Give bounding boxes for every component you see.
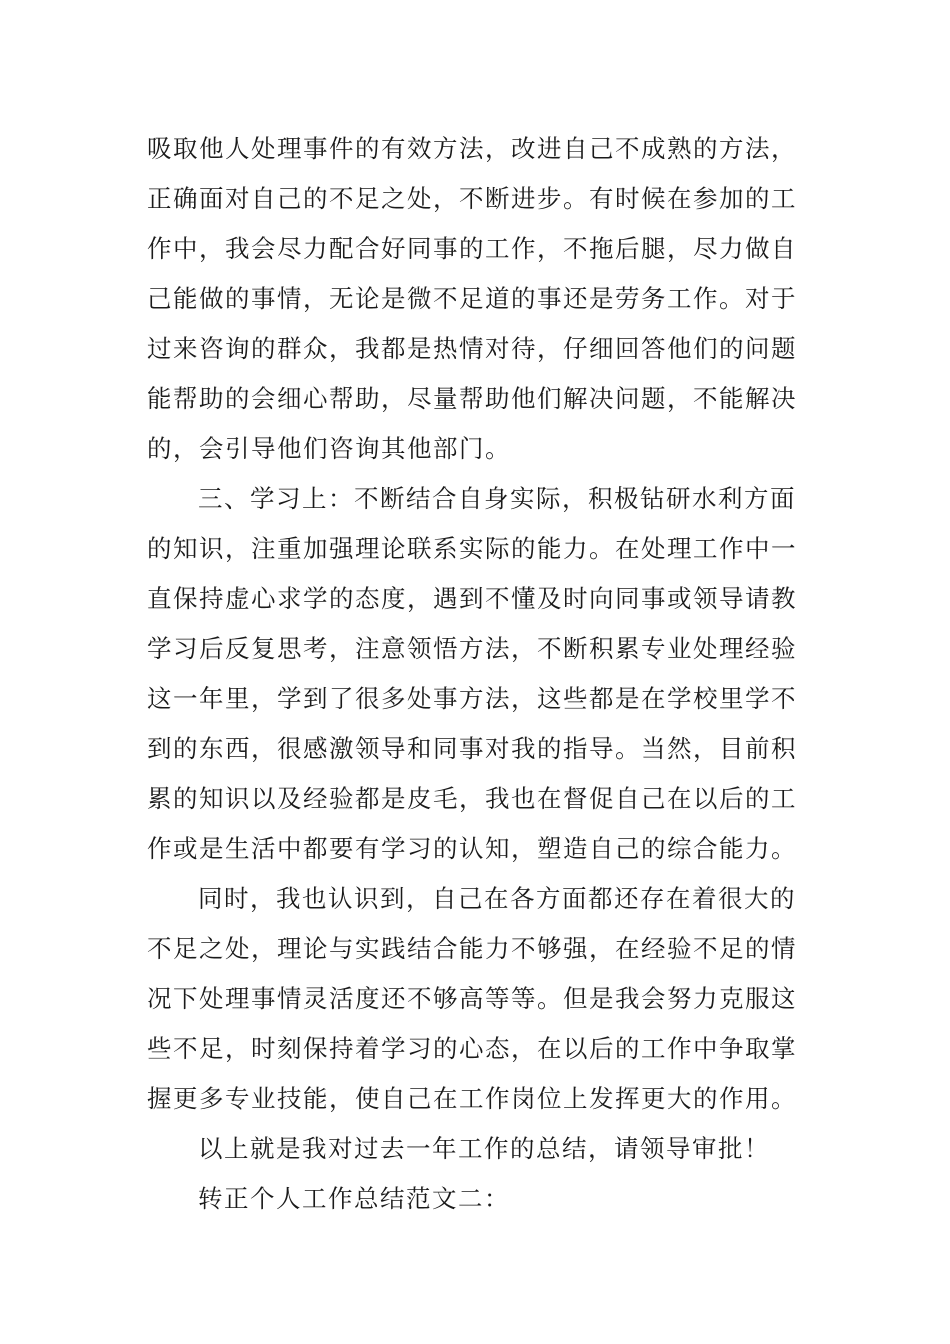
text-line: 吸取他人处理事件的有效方法，改进自己不成熟的方法， [147, 134, 797, 163]
text-line: 正确面对自己的不足之处，不断进步。有时候在参加的工 [147, 184, 797, 213]
text-line: 学习后反复思考，注意领悟方法，不断积累专业处理经验 [147, 634, 797, 663]
text-line: 不足之处，理论与实践结合能力不够强，在经验不足的情 [147, 934, 797, 963]
text-line: 三、学习上：不断结合自身实际，积极钻研水利方面 [198, 484, 796, 513]
text-line: 的知识，注重加强理论联系实际的能力。在处理工作中一 [147, 534, 797, 563]
text-line: 作或是生活中都要有学习的认知，塑造自己的综合能力。 [147, 834, 797, 863]
text-line: 己能做的事情，无论是微不足道的事还是劳务工作。对于 [147, 284, 797, 313]
paragraph-conclusion [147, 1124, 817, 1174]
text-line: 这一年里，学到了很多处事方法，这些都是在学校里学不 [147, 684, 797, 713]
text-line: 直保持虚心求学的态度，遇到不懂及时向同事或领导请教 [147, 584, 797, 613]
text-line: 以上就是我对过去一年工作的总结，请领导审批！ [198, 1134, 770, 1163]
paragraph-continuation [147, 124, 817, 474]
text-line: 作中，我会尽力配合好同事的工作，不拖后腿，尽力做自 [147, 234, 797, 263]
text-line: 到的东西，很感激领导和同事对我的指导。当然，目前积 [147, 734, 797, 763]
text-line: 转正个人工作总结范文二： [198, 1184, 510, 1213]
text-line: 能帮助的会细心帮助，尽量帮助他们解决问题，不能解决 [147, 384, 797, 413]
text-line: 况下处理事情灵活度还不够高等等。但是我会努力克服这 [147, 984, 797, 1013]
text-line: 同时，我也认识到，自己在各方面都还存在着很大的 [198, 884, 796, 913]
paragraph-shortcomings [147, 874, 817, 1124]
paragraph-study [147, 474, 817, 874]
text-line: 的，会引导他们咨询其他部门。 [147, 434, 511, 463]
text-line: 累的知识以及经验都是皮毛，我也在督促自己在以后的工 [147, 784, 797, 813]
text-line: 过来咨询的群众，我都是热情对待，仔细回答他们的问题 [147, 334, 797, 363]
text-line: 握更多专业技能，使自己在工作岗位上发挥更大的作用。 [147, 1084, 797, 1113]
document-body [147, 124, 817, 1224]
section-heading [147, 1174, 817, 1224]
text-line: 些不足，时刻保持着学习的心态，在以后的工作中争取掌 [147, 1034, 797, 1063]
